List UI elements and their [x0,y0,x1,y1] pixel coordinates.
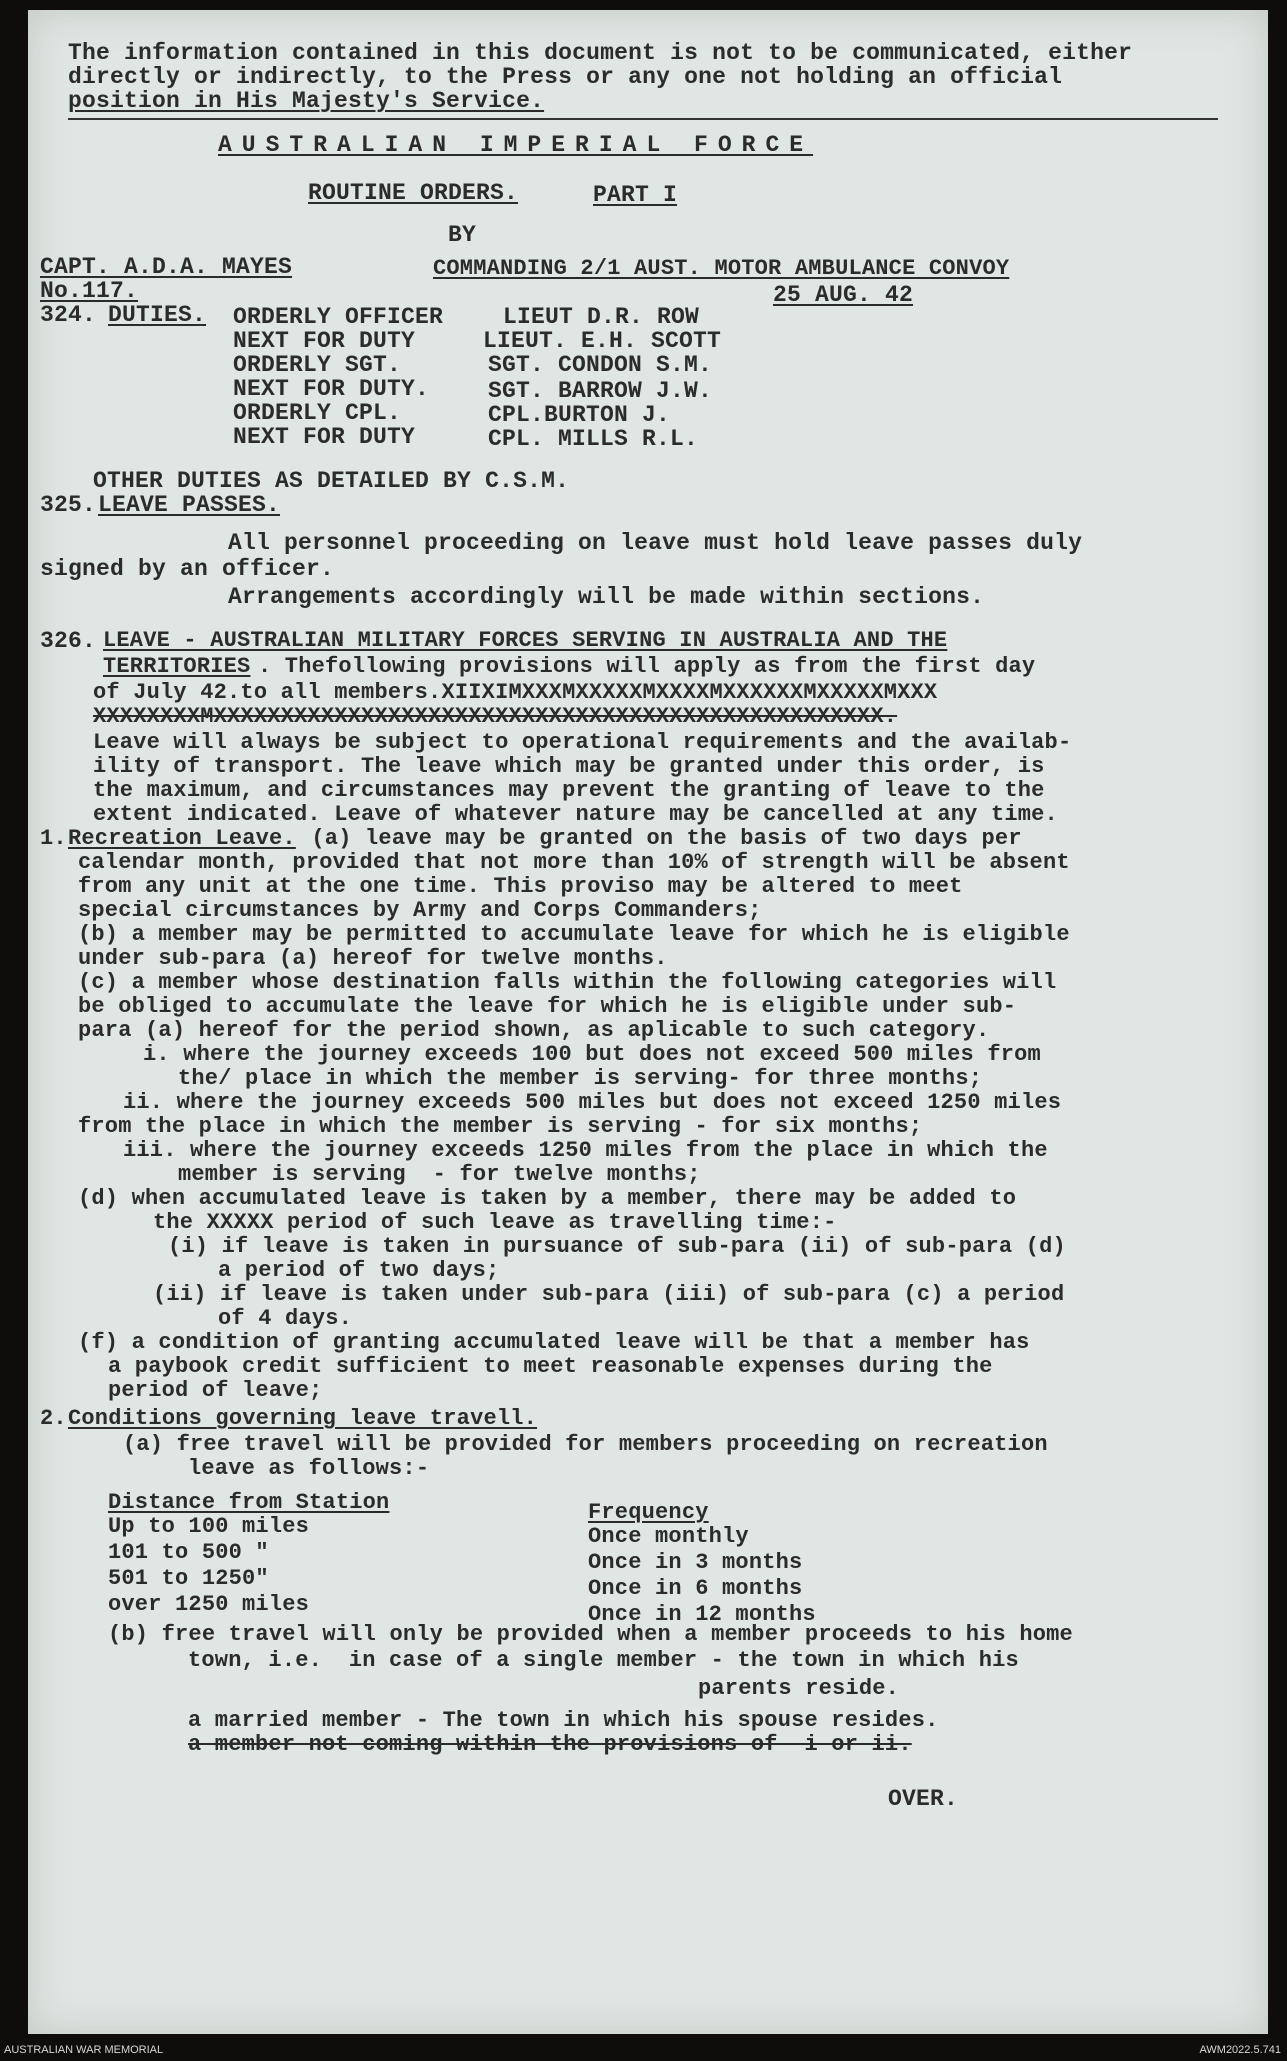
table-distance: over 1250 miles [108,1592,310,1617]
section-325-line: All personnel proceeding on leave must hold leave passes duly [228,530,1083,556]
para-1-line: (c) a member whose destination falls within the following categories will [78,970,1057,995]
commanding-unit: COMMANDING 2/1 AUST. MOTOR AMBULANCE CONVOY [433,256,1010,281]
duty-name: CPL.BURTON J. [488,402,671,428]
footer-right: AWM2022.5.741 [1199,2044,1281,2056]
para-1-line: iii. where the journey exceeds 1250 miles from the place in which the [123,1138,1048,1163]
duty-name: SGT. BARROW J.W. [488,378,713,404]
table-frequency: Once in 3 months [588,1550,803,1575]
section-326-line: the maximum, and circumstances may prevent the granting of leave to the [93,778,1045,803]
table-head-frequency: Frequency [588,1500,709,1525]
para-1-line: i. where the journey exceeds 100 but does not exceed 500 miles from [143,1042,1041,1067]
duty-role: ORDERLY SGT. [233,352,402,378]
document-page [28,10,1268,2034]
table-frequency: Once in 12 months [588,1602,816,1627]
para-1-line: from any unit at the one time. This proviso may be altered to meet [78,874,963,899]
section-326-number: 326. [40,628,97,654]
duty-name: LIEUT. E.H. SCOTT [483,328,722,354]
para-1-title: Recreation Leave. [68,826,296,851]
para-1-line: a period of two days; [218,1258,500,1283]
para-1-line: a paybook credit sufficient to meet reasonable expenses during the [108,1354,993,1379]
para-1-line: (f) a condition of granting accumulated leave will be that a member has [78,1330,1030,1355]
para-1-line: be obliged to accumulate the leave for which he is eligible under sub- [78,994,1017,1019]
section-325-line: signed by an officer. [40,556,335,582]
para-1-line: special circumstances by Army and Corps Commanders; [78,898,762,923]
para-2b-line: a married member - The town in which his spouse resides. [188,1708,939,1733]
footer-left: AUSTRALIAN WAR MEMORIAL [4,2044,164,2056]
para-1-line: from the place in which the member is serving - for six months; [78,1114,923,1139]
para-1-line: ii. where the journey exceeds 500 miles but does not exceed 1250 miles [123,1090,1062,1115]
duty-name: CPL. MILLS R.L. [488,426,699,452]
part-label: PART I [593,182,678,208]
para-2-line: leave as follows:- [188,1456,430,1481]
table-distance: Up to 100 miles [108,1514,310,1539]
para-1-line: the XXXXX period of such leave as travelling time:- [153,1210,837,1235]
para-2b-line: town, i.e. in case of a single member - the town in which his [188,1648,1019,1673]
para-2-title: Conditions governing leave travell. [68,1406,538,1431]
para-1-line: para (a) hereof for the period shown, as aplicable to such category. [78,1018,990,1043]
duty-name: SGT. CONDON S.M. [488,352,713,378]
section-325-number: 325. [40,492,97,518]
other-duties: OTHER DUTIES AS DETAILED BY C.S.M. [93,468,570,494]
over-label: OVER. [888,1786,959,1812]
by-label: BY [448,222,477,248]
para-1-line: the/ place in which the member is serving- for three months; [178,1066,983,1091]
para-1-line: under sub-para (a) hereof for twelve months. [78,946,668,971]
para-1-line: (b) a member may be permitted to accumulate leave for which he is eligible [78,922,1070,947]
para-1-line: calendar month, provided that not more than 10% of strength will be absent [78,850,1070,875]
notice-line-3: position in His Majesty's Service. [68,88,545,114]
para-2b-line: parents reside. [698,1676,900,1701]
para-1-title-rest: (a) leave may be granted on the basis of two days per [298,826,1022,851]
notice-underline [68,118,1218,120]
document-title: AUSTRALIAN IMPERIAL FORCE [218,132,814,158]
section-326-line: extent indicated. Leave of whatever nature may be cancelled at any time. [93,802,1058,827]
para-1-line: (i) if leave is taken in pursuance of sub-para (ii) of sub-para (d) [168,1234,1066,1259]
captain-name: CAPT. A.D.A. MAYES [40,254,293,280]
duties-label: DUTIES. [108,302,207,328]
para-1-number: 1. [40,826,67,851]
section-326-line-struck: XXXXXXXXMXXXXXXXXXXXXXXXXXXXXXXXXXXXXXXXXXXXXXXXXXXXXXXXXXX. [93,704,898,729]
duty-role: NEXT FOR DUTY [233,328,416,354]
para-1-line: member is serving - for twelve months; [178,1162,701,1187]
para-1-line: period of leave; [108,1378,323,1403]
section-326-title-rest: . Thefollowing provisions will apply as from the first day [258,654,1036,679]
duties-number: 324. [40,302,97,328]
para-1-line: (d) when accumulated leave is taken by a member, there may be added to [78,1186,1017,1211]
notice-line-2: directly or indirectly, to the Press or any one not holding an official [68,64,1063,90]
notice-line-1: The information contained in this document is not to be communicated, either [68,40,1133,66]
table-head-distance: Distance from Station [108,1490,390,1515]
section-325-line: Arrangements accordingly will be made within sections. [228,584,985,610]
section-326-line: Leave will always be subject to operational requirements and the availab- [93,730,1072,755]
section-325-title: LEAVE PASSES. [98,492,281,518]
duty-role: NEXT FOR DUTY. [233,376,430,402]
duty-name: LIEUT D.R. ROW [503,304,700,330]
routine-orders: ROUTINE ORDERS. [308,180,519,206]
duty-role: ORDERLY OFFICER [233,304,444,330]
para-2b-line: (b) free travel will only be provided when a member proceeds to his home [108,1622,1073,1647]
section-326-line: ility of transport. The leave which may be granted under this order, is [93,754,1045,779]
table-frequency: Once in 6 months [588,1576,803,1601]
para-2-number: 2. [40,1406,67,1431]
para-2-line: (a) free travel will be provided for members proceeding on recreation [123,1432,1048,1457]
struck-line: a member not coming within the provisions of i or ii. [188,1732,912,1757]
section-326-title: LEAVE - AUSTRALIAN MILITARY FORCES SERVING IN AUSTRALIA AND THE [103,628,948,653]
section-326-line: of July 42.to all members.XIIXIMXXXMXXXXXMXXXXMXXXXXXMXXXXXMXXX [93,680,938,705]
table-distance: 501 to 1250" [108,1566,269,1591]
section-326-title-cont: TERRITORIES [103,654,251,679]
table-distance: 101 to 500 " [108,1540,269,1565]
para-1-line: of 4 days. [218,1306,353,1331]
order-date: 25 AUG. 42 [773,282,914,308]
duty-role: ORDERLY CPL. [233,400,402,426]
duty-role: NEXT FOR DUTY [233,424,416,450]
table-frequency: Once monthly [588,1524,749,1549]
para-1-line: (ii) if leave is taken under sub-para (iii) of sub-para (c) a period [153,1282,1065,1307]
order-number: No.117. [40,278,139,304]
